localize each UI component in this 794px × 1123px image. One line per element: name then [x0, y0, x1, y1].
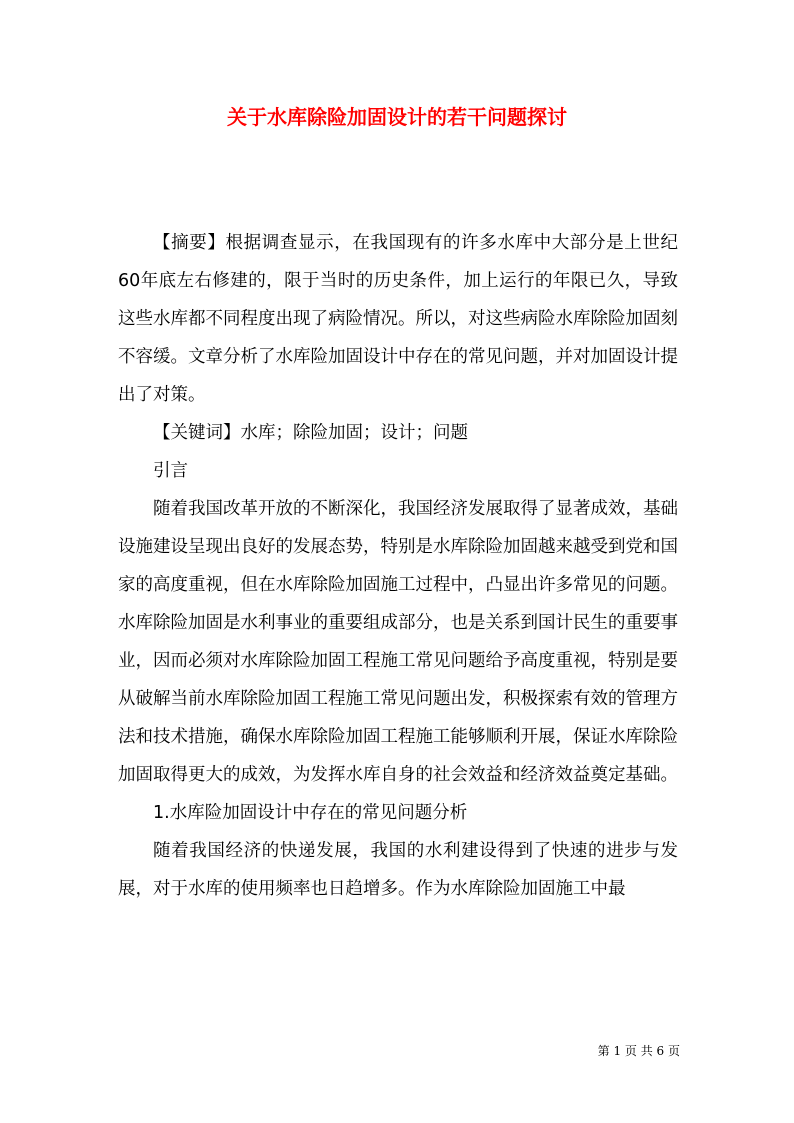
introduction-paragraph: 随着我国改革开放的不断深化，我国经济发展取得了显著成效，基础设施建设呈现出良好的发展态势，特别是水库除险加固越来越受到党和国家的高度重视，但在水库除险加固施工过程中，凸显出许多常见的问题。水库除险加固是水利事业的重要组成部分，也是关系到国计民生的重要事业，因而必须对水库除险加固工程施工常见问题给予高度重视，特别是要从破解当前水库除险加固工程施工常见问题出发，积极探索有效的管理方法和技术措施，确保水库除险加固工程施工能够顺利开展，保证水库除险加固取得更大的成效，为发挥水库自身的社会效益和经济效益奠定基础。 — [118, 499, 678, 785]
page-indicator: 第 1 页 共 6 页 — [597, 1044, 680, 1058]
document-body — [118, 224, 678, 908]
abstract-paragraph: 【摘要】根据调查显示，在我国现有的许多水库中大部分是上世纪60年底左右修建的，限于当时的历史条件，加上运行的年限已久，导致这些水库都不同程度出现了病险情况。所以，对这些病险水库除险加固刻不容缓。文章分析了水库险加固设计中存在的常见问题，并对加固设计提出了对策。 — [118, 233, 678, 405]
section-1-paragraph: 随着我国经济的快递发展，我国的水利建设得到了快速的进步与发展，对于水库的使用频率也日趋增多。作为水库除险加固施工中最 — [118, 841, 678, 899]
introduction-heading: 引言 — [153, 461, 188, 481]
keywords-paragraph: 【关键词】水库；除险加固；设计；问题 — [153, 423, 468, 443]
section-1-heading: 1.水库险加固设计中存在的常见问题分析 — [153, 803, 468, 823]
document-title: 关于水库除险加固设计的若干问题探讨 — [227, 105, 567, 129]
